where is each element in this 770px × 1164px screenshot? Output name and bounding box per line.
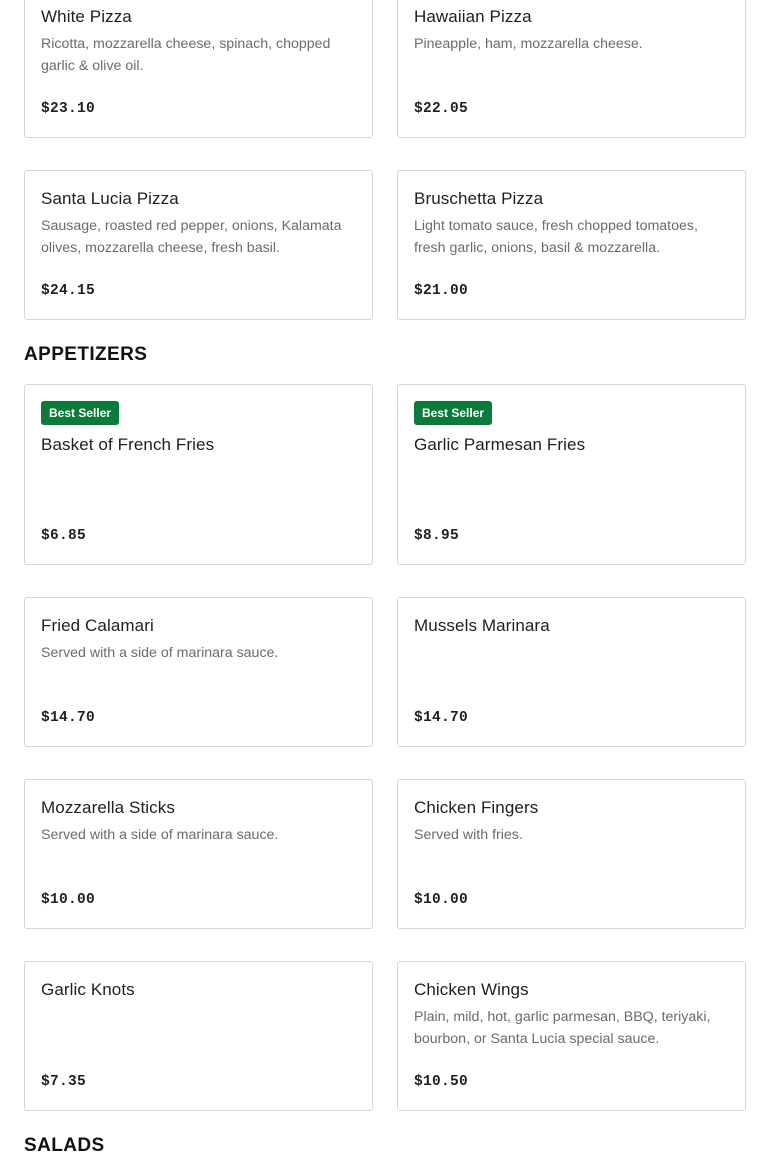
item-price: $23.10 <box>41 101 96 117</box>
item-name: Bruschetta Pizza <box>414 189 544 208</box>
item-price: $24.15 <box>41 283 96 299</box>
menu-item-card-hawaiian-pizza[interactable] <box>397 0 746 138</box>
item-description: Pineapple, ham, mozzarella cheese. <box>414 36 643 52</box>
item-name: Garlic Parmesan Fries <box>414 435 586 454</box>
menu-item-card-garlic-knots[interactable] <box>24 961 373 1111</box>
best-seller-badge: Best Seller <box>41 401 119 425</box>
section-heading-salads: SALADS <box>24 1135 105 1156</box>
menu-item-card-white-pizza[interactable] <box>24 0 373 138</box>
menu-item-card-chicken-fingers[interactable] <box>397 779 746 929</box>
item-description: Served with fries. <box>414 827 523 843</box>
item-description: Plain, mild, hot, garlic parmesan, BBQ, teriyaki, bourbon, or Santa Lucia special sauce. <box>414 1009 711 1047</box>
item-price: $10.50 <box>414 1074 469 1090</box>
menu-item-card-fried-calamari[interactable] <box>24 597 373 747</box>
item-name: Mozzarella Sticks <box>41 798 175 817</box>
section-heading-appetizers: APPETIZERS <box>24 344 148 365</box>
item-name: Garlic Knots <box>41 980 135 999</box>
item-price: $21.00 <box>414 283 469 299</box>
item-name: Chicken Wings <box>414 980 529 999</box>
item-price: $6.85 <box>41 528 87 544</box>
menu-item-card-bruschetta-pizza[interactable] <box>397 170 746 320</box>
item-price: $14.70 <box>41 710 96 726</box>
item-name: Hawaiian Pizza <box>414 7 532 26</box>
menu-item-card-mozzarella-sticks[interactable] <box>24 779 373 929</box>
item-description: Ricotta, mozzarella cheese, spinach, chopped garlic & olive oil. <box>41 36 331 74</box>
menu-item-card-french-fries[interactable] <box>24 384 373 565</box>
item-price: $14.70 <box>414 710 469 726</box>
best-seller-badge: Best Seller <box>414 401 492 425</box>
menu-item-card-chicken-wings[interactable] <box>397 961 746 1111</box>
item-name: Santa Lucia Pizza <box>41 189 179 208</box>
item-name: Basket of French Fries <box>41 435 215 454</box>
item-name: Mussels Marinara <box>414 616 550 635</box>
item-name: Chicken Fingers <box>414 798 539 817</box>
item-price: $8.95 <box>414 528 460 544</box>
item-price: $7.35 <box>41 1074 87 1090</box>
menu-item-card-santa-lucia-pizza[interactable] <box>24 170 373 320</box>
item-name: Fried Calamari <box>41 616 154 635</box>
item-price: $22.05 <box>414 101 469 117</box>
menu-item-card-garlic-parmesan-fries[interactable] <box>397 384 746 565</box>
item-description: Sausage, roasted red pepper, onions, Kalamata olives, mozzarella cheese, fresh basil. <box>41 218 342 256</box>
item-description: Served with a side of marinara sauce. <box>41 645 279 661</box>
menu-item-card-mussels-marinara[interactable] <box>397 597 746 747</box>
item-description: Served with a side of marinara sauce. <box>41 827 279 843</box>
item-price: $10.00 <box>41 892 96 908</box>
item-description: Light tomato sauce, fresh chopped tomatoes, fresh garlic, onions, basil & mozzarella. <box>414 218 698 256</box>
item-price: $10.00 <box>414 892 469 908</box>
item-name: White Pizza <box>41 7 132 26</box>
